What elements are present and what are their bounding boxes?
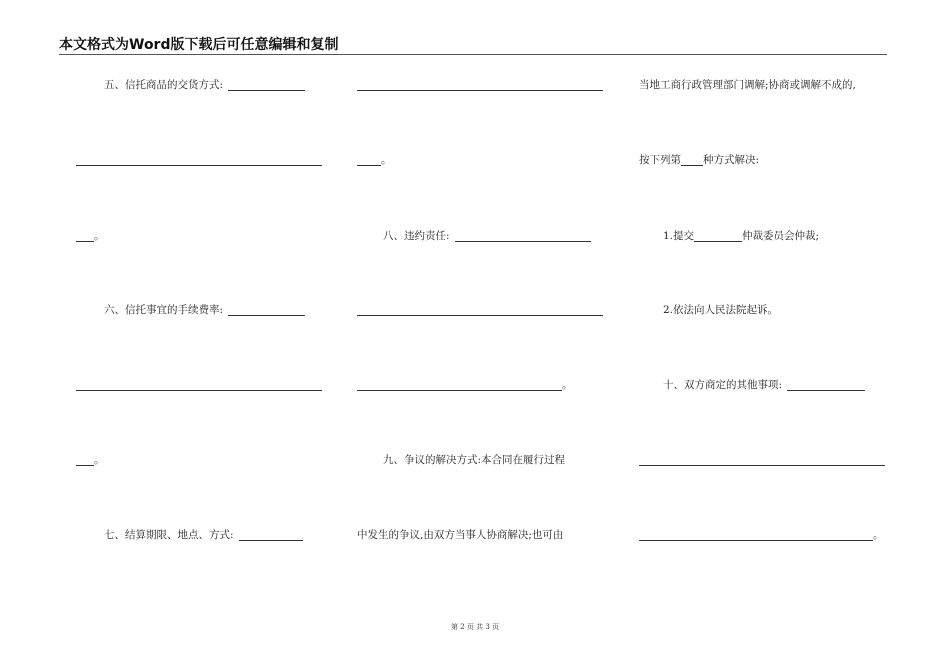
item10-label: 十、双方商定的其他事项:: [663, 379, 783, 391]
option2-line: [663, 303, 778, 317]
page-number: 第 2 页 共 3 页: [450, 623, 500, 631]
item8-cont-blank[interactable]: [357, 305, 603, 316]
item9-line4: [639, 153, 759, 167]
item7-end-line: [357, 153, 392, 167]
item8-end-blank[interactable]: [357, 380, 562, 391]
item8-cont-line: [357, 303, 603, 317]
item9-text-line1: 九、争议的解决方式:本合同在履行过程: [383, 454, 566, 466]
option1-line: [663, 229, 819, 243]
item5-cont-blank[interactable]: [76, 155, 322, 166]
item6-cont-line: [76, 378, 322, 392]
item9-text-line3: 当地工商行政管理部门调解;协商或调解不成的,: [639, 79, 856, 91]
item10-cont-blank[interactable]: [639, 455, 885, 466]
item5-end-line: [76, 229, 105, 243]
option1-text-b: 仲裁委员会仲裁;: [742, 230, 820, 242]
item7-cont-line: [357, 78, 603, 92]
item8-end-mark: 。: [562, 379, 573, 391]
item6-end-line: [76, 453, 105, 467]
item6-line: [104, 303, 305, 317]
item10-end-blank[interactable]: [639, 530, 873, 541]
item6-end-mark: 。: [94, 454, 105, 466]
item7-end-blank[interactable]: [357, 155, 381, 166]
item9-text-line4b: 种方式解决:: [703, 154, 760, 166]
document-header-title: 本文格式为Word版下载后可任意编辑和复制: [59, 37, 339, 53]
item8-end-line: [357, 378, 573, 392]
option2-text: 2.依法向人民法院起诉。: [663, 304, 779, 316]
item5-label: 五、信托商品的交货方式:: [104, 79, 224, 91]
header-divider: [59, 54, 887, 55]
item5-end-mark: 。: [94, 230, 105, 242]
item9-text-line4a: 按下列第: [639, 154, 681, 166]
item9-line3: [639, 78, 856, 92]
item8-line: [383, 229, 591, 243]
item10-blank[interactable]: [787, 380, 865, 391]
item6-blank[interactable]: [228, 305, 305, 316]
item10-end-line: [639, 528, 884, 542]
item7-label: 七、结算期限、地点、方式:: [104, 529, 234, 541]
item7-line: [104, 528, 303, 542]
method-number-blank[interactable]: [681, 155, 703, 166]
item7-blank[interactable]: [239, 530, 303, 541]
arbitration-committee-blank[interactable]: [694, 231, 742, 242]
item7-cont-blank[interactable]: [357, 80, 603, 91]
item10-cont-line: [639, 453, 885, 467]
item6-end-blank[interactable]: [76, 455, 94, 466]
item10-line: [663, 378, 865, 392]
item6-label: 六、信托事宜的手续费率:: [104, 304, 224, 316]
item9-line1: [383, 453, 565, 467]
item10-end-mark: 。: [873, 529, 884, 541]
item9-text-line2: 中发生的争议,由双方当事人协商解决;也可由: [357, 529, 564, 541]
item5-end-blank[interactable]: [76, 231, 94, 242]
item8-blank[interactable]: [455, 231, 591, 242]
item9-line2: [357, 528, 563, 542]
option1-text-a: 1.提交: [663, 230, 695, 242]
item7-end-mark: 。: [381, 154, 392, 166]
item5-cont-line: [76, 153, 322, 167]
item5-blank[interactable]: [228, 80, 305, 91]
item5-line: [104, 78, 305, 92]
item6-cont-blank[interactable]: [76, 380, 322, 391]
item8-label: 八、违约责任:: [383, 230, 450, 242]
